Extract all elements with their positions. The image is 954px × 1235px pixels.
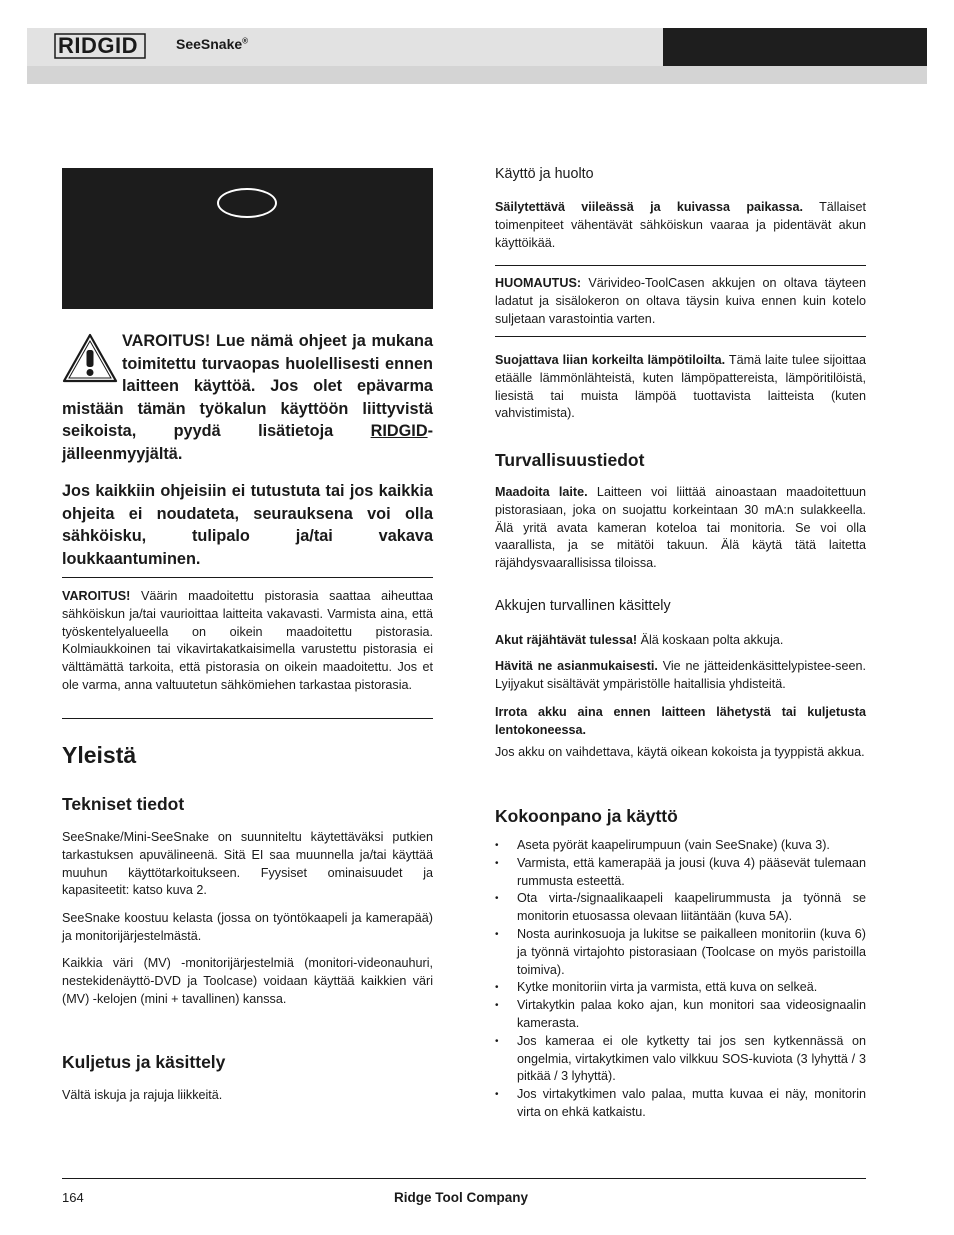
explode-lead: Akut räjähtävät tulessa! [495,633,638,647]
general-title: Yleistä [62,742,137,768]
safety-title: Turvallisuustiedot [495,450,645,470]
dispose-lead: Hävitä ne asianmukaisesti. [495,659,658,673]
heat-lead: Suojattava liian korkeilta lämpötiloilta. [495,353,726,367]
list-item: • Jos virtakytkimen valo palaa, mutta kuvaa ei näy, monitorin virta on ehkä katkaistu. [495,1086,866,1122]
list-item: • Aseta pyörät kaapelirumpuun (vain SeeSnake) (kuva 3). [495,837,866,855]
divider [62,718,433,719]
storage-paragraph [495,199,866,252]
brand-name: RIDGID [58,33,138,58]
list-item: • Kytke monitoriin virta ja varmista, että kuva on selkeä. [495,979,866,997]
ridgid-link[interactable]: RIDGID [370,422,428,440]
divider [62,577,433,578]
heat-paragraph [495,352,866,423]
list-item: • Jos kameraa ei ole kytketty tai jos sen kytkennässä on ongelmia, virtakytkimen valo vilkkuu SOS-kuviota (3 lyhyttä / 3 pitkää / 3 lyhyttä). [495,1033,866,1086]
specs-paragraph-1: SeeSnake/Mini-SeeSnake on suunniteltu käytettäväksi putkien tarkastuksen apuvälineenä. Sitä EI saa muunnella ja/tai käyttää muuhun käyttötarkoitukseen. Fyysiset ominaisuudet ja kapasiteetit: katso kuva 2. [62,830,433,898]
transport-title: Kuljetus ja käsittely [62,1052,226,1072]
replace-paragraph: Jos akku on vaihdettava, käytä oikean kokoista ja tyyppistä akkua. [495,745,865,759]
product-name [176,36,248,52]
explode-paragraph [495,632,866,650]
list-item: • Varmista, että kamerapää ja jousi (kuva 4) pääsevät tulemaan rummusta esteettä. [495,855,866,891]
remove-paragraph: Irrota akku aina ennen laitteen lähetystä tai kuljetusta lentokoneessa. [495,705,866,737]
explode-body: Älä koskaan polta akkuja. [637,633,784,647]
storage-body: Tällaiset toimenpiteet vähentävät sähköiskun vaaraa ja pidentävät akun käyttöikää. [495,200,866,250]
ground-body: Laitteen voi liittää ainoastaan maadoitettuun pistorasiaan, joka on suojattu korkeintaan 30 mA:n sulakkeella. Älä yritä avata kameran koteloa tai monitoria. Se voi olla vaarallista, ja se mitätöi takuun. Älä käytä tätä laitetta räjähdysvaarallisissa tiloissa. [495,485,866,571]
specs-paragraph-2: SeeSnake koostuu kelasta (jossa on työntökaapeli ja kamerapää) ja monitorijärjestelmästä. [62,911,433,943]
note-paragraph [495,275,866,328]
product-mark: ® [242,36,249,46]
divider [495,265,866,266]
specs-paragraph-3: Kaikkia väri (MV) -monitorijärjestelmiä (monitori-videonauhuri, nestekidenäyttö-DVD ja Toolcase) voidaan käyttää kaikkien väri (MV) -kelojen (mini + tavallinen) kanssa. [62,956,433,1006]
company-name: Ridge Tool Company [394,1190,528,1205]
transport-paragraph: Vältä iskuja ja rajuja liikkeitä. [62,1088,223,1102]
storage-lead: Säilytettävä viileässä ja kuivassa paikassa. [495,200,804,214]
specs-title: Tekniset tiedot [62,794,185,814]
list-item: • Virtakytkin palaa koko ajan, kun monitori saa videosignaalin kamerasta. [495,997,866,1033]
heat-body: Tämä laite tulee sijoittaa etäälle lämmönlähteistä, kuten lämpöpattereista, lämpöritilöistä, liesistä tai muista lämpöä tuottavista laitteista (kuten vahvistimista). [495,353,866,421]
list-item: • Ota virta-/signaalikaapeli kaapelirummusta ja työnnä se monitorin etuosassa olevaan liitäntään (kuva 5A). [495,890,866,926]
product-label: SeeSnake [176,36,243,52]
ridgid-logo [54,32,146,60]
black-panel [62,168,433,309]
main-warning-lead: VAROITUS! [122,332,211,350]
oval-icon [217,188,277,218]
assembly-title: Kokoonpano ja käyttö [495,806,678,826]
list-item: • Nosta aurinkosuoja ja lukitse se paikalleen monitoriin (kuva 6) ja työnnä virtajohto pistorasiaan (Toolcase on myös paristoilla toimiva). [495,926,866,979]
dispose-body: Vie ne jätteidenkäsittelypistee-seen. Lyijyakut sisältävät ympäristölle haitallisia yhdisteitä. [495,659,866,691]
note-body: Värivideo-ToolCasen akkujen on oltava täyteen ladatut ja sisälokeron on oltava täysin kuiva ennen kuin kotelo suljetaan varastointia varten. [495,276,866,326]
main-warning-text-2: Jos kaikkiin ohjeisiin ei tutustuta tai jos kaikkia ohjeita ei noudateta, seurauksena voi olla sähköisku, tulipalo ja/tai vakava loukkaantuminen. [62,482,433,568]
ground-lead: Maadoita laite. [495,485,588,499]
ground-warning-body: Väärin maadoitettu pistorasia saattaa aiheuttaa sähköiskun ja/tai vaurioittaa laitteita vakavasti. Varmista aina, että työskentelyalueella on oikein maadoitettu pistorasia. Kolmiaukkoinen tai vikavirtakatkaisimella varustettu pistorasia ei välttämättä tarkoita, että pistorasia on oikein maadoitettu. Jos et ole varma, anna valtuutetun sähkömiehen tarkastaa pistorasia. [62,589,433,692]
ground-warning-lead: VAROITUS! [62,589,131,603]
ground-warning [62,588,433,695]
assembly-list [495,837,866,1122]
divider [495,336,866,337]
battery-title: Akkujen turvallinen käsittely [495,598,671,614]
footer-divider [62,1178,866,1179]
dispose-paragraph [495,658,866,694]
page-number: 164 [62,1190,84,1205]
note-lead: HUOMAUTUS: [495,276,582,290]
ground-paragraph [495,484,866,573]
main-warning [62,330,433,570]
main-warning-body: Lue nämä ohjeet ja mukana toimitettu turvaopas huolellisesti ennen laitteen käyttöä. Jos olet epävarma mistään tämän työkalun käyttöön liittyvistä seikoista, pyydä lisätietoja [62,332,433,440]
header-black-band [663,28,927,66]
use-title: Käyttö ja huolto [495,166,594,182]
warning-triangle-icon [62,332,118,384]
main-warning-tail: -jälleenmyyjältä. [62,422,433,463]
